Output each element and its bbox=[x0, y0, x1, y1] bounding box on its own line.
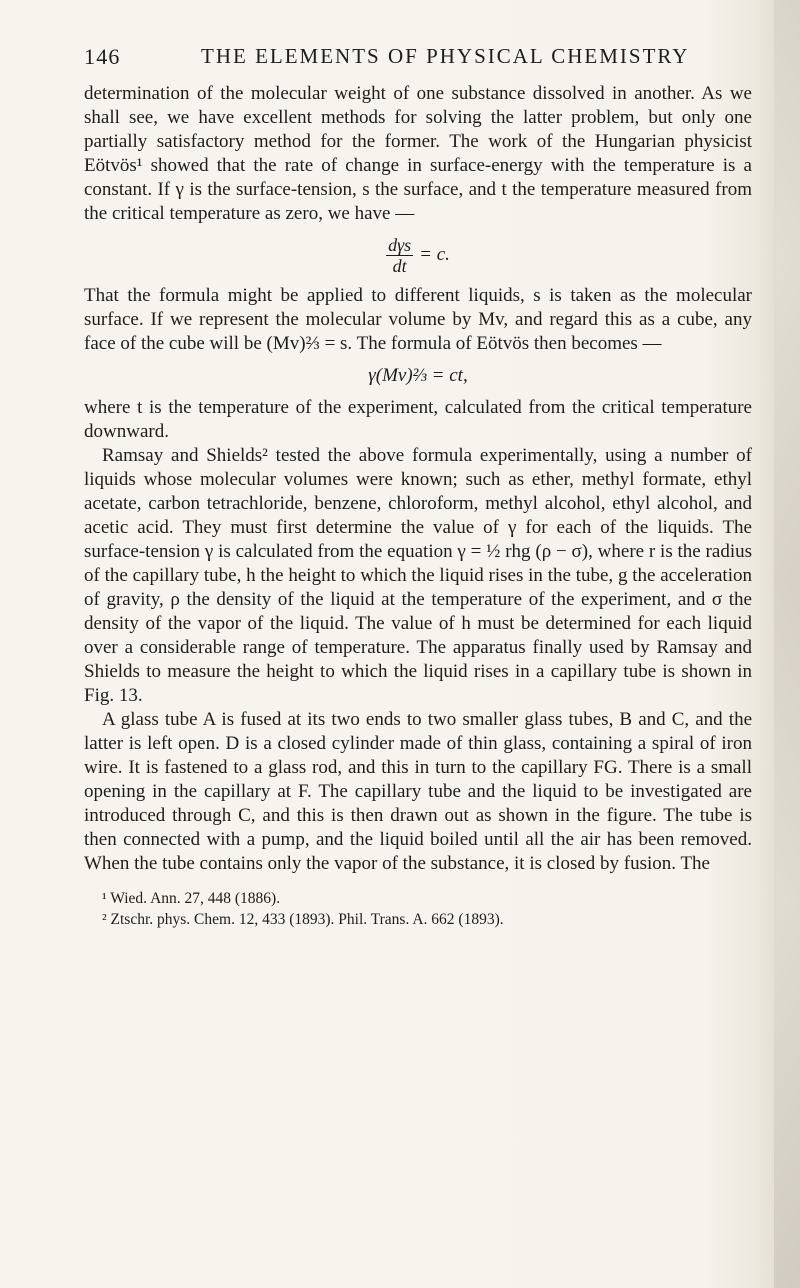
paragraph-1: determination of the molecular weight of one substance dissolved in another. As we shall see, we have excellent methods for solving the latter problem, but only one partially satisfactory method for the former. The work of the Hungarian physicist Eötvös¹ showed that the rate of change in surface-energy with the temperature is a constant. If γ is the surface-tension, s the surface, and t the temperature measured from the critical temperature as zero, we have — bbox=[84, 83, 752, 224]
footnotes bbox=[84, 888, 752, 930]
page-number: 146 bbox=[84, 44, 121, 69]
running-title: THE ELEMENTS OF PHYSICAL CHEMISTRY bbox=[201, 44, 690, 68]
paragraph-5: A glass tube A is fused at its two ends to two smaller glass tubes, B and C, and the latter is left open. D is a closed cylinder made of thin glass, containing a spiral of iron wire. It is fastened to a glass rod, and this in turn to the capillary FG. There is a small opening in the capillary at F. The capillary tube and the liquid to be investigated are introduced through C, and this is then drawn out as shown in the figure. The tube is then connected with a pump, and the liquid boiled until all the air has been removed. When the tube contains only the vapor of the substance, it is closed by fusion. The bbox=[84, 709, 752, 874]
paragraph-2: That the formula might be applied to different liquids, s is taken as the molecular surface. If we represent the molecular volume by Mv, and regard this as a cube, any face of the cube will be (Mv)⅔ = s. The formula of Eötvös then becomes — bbox=[84, 285, 752, 354]
equation-rate bbox=[84, 230, 752, 280]
paragraph-3: where t is the temperature of the experiment, calculated from the critical temperature downward. bbox=[84, 397, 752, 442]
equation-fraction bbox=[386, 235, 413, 276]
running-header bbox=[84, 44, 716, 84]
paragraph-4: Ramsay and Shields² tested the above formula experimentally, using a number of liquids whose molecular volumes were known; such as ether, methyl formate, ethyl acetate, carbon tetrachloride, benzene, chloroform, methyl alcohol, ethyl alcohol, and acetic acid. They must first determine the value of γ for each of the liquids. The surface-tension γ is calculated from the equation γ = ½ rhg (ρ − σ), where r is the radius of the capillary tube, h the height to which the liquid rises in the tube, g the acceleration of gravity, ρ the density of the liquid at the temperature of the experiment, and σ the density of the vapor of the liquid. The value of h must be determined for each liquid over a considerable range of temperature. The apparatus finally used by Ramsay and Shields to measure the height to which the liquid rises in a capillary tube is shown in Fig. 13. bbox=[84, 445, 752, 706]
equation-rhs: = c. bbox=[419, 244, 450, 265]
page-body bbox=[84, 82, 752, 930]
fraction-numerator: dγs bbox=[388, 234, 412, 255]
fraction-denominator: dt bbox=[392, 255, 407, 276]
page-edge bbox=[774, 0, 800, 1288]
equation-eotvos: γ(Mv)⅔ = ct, bbox=[368, 365, 468, 386]
footnote-1: ¹ Wied. Ann. 27, 448 (1886). bbox=[102, 890, 281, 907]
footnote-2: ² Ztschr. phys. Chem. 12, 433 (1893). Phil. Trans. A. 662 (1893). bbox=[102, 911, 504, 928]
